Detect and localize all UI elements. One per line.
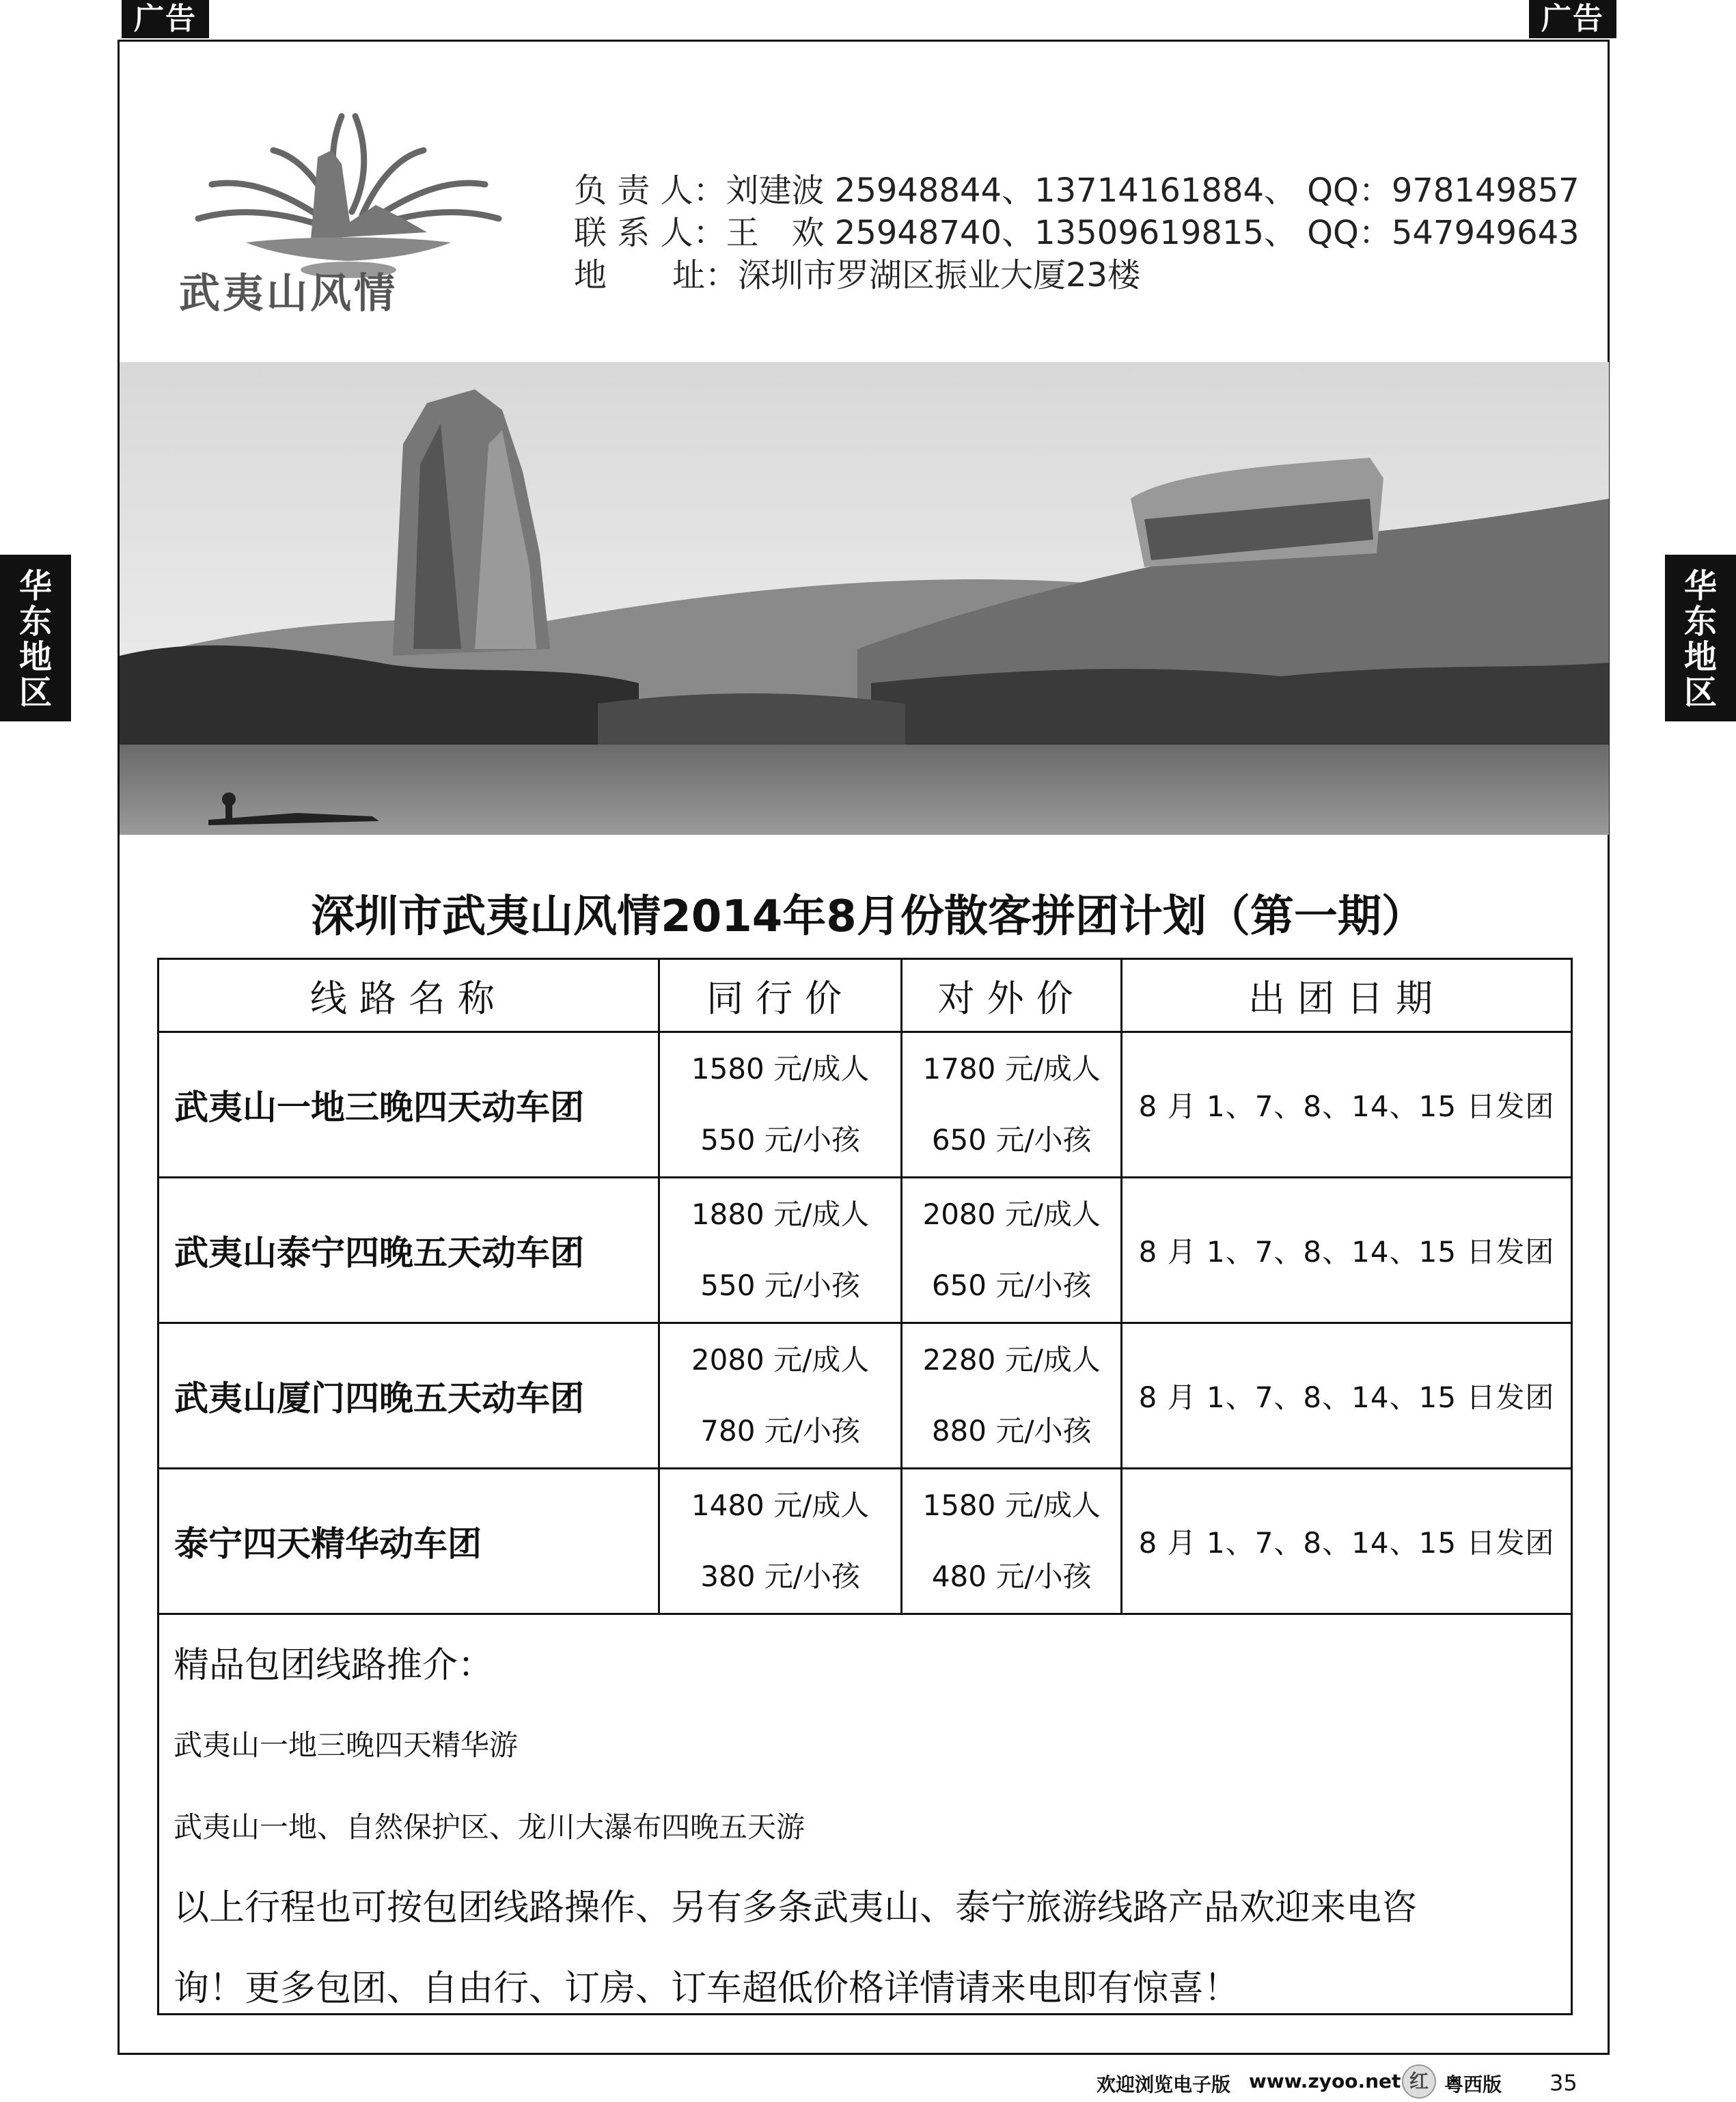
logo-text: 武夷山风情 (179, 270, 398, 318)
side-tab-right (1665, 555, 1736, 721)
ad-tag-left: 广告 (122, 0, 209, 38)
footer-welcome: 欢迎浏览电子版 (1097, 2073, 1231, 2096)
child-price: 650 元/小孩 (931, 1269, 1092, 1302)
plan-headline: 深圳市武夷山风情2014年8月份散客拼团计划（第一期） (311, 891, 1425, 942)
child-price: 550 元/小孩 (700, 1123, 860, 1157)
contact-liaison: 联 系 人：王 欢 25948740、13509619815、 QQ：547949643 (574, 214, 1580, 252)
recommend-item: 武夷山一地三晚四天精华游 (174, 1728, 519, 1762)
tour-price-table (157, 958, 1573, 1615)
side-tab-char: 东 (18, 603, 52, 641)
side-tab-char: 地 (1683, 638, 1717, 676)
departure-dates: 8 月 1、7、8、14、15 日发团 (1121, 1178, 1571, 1323)
recommend-title: 精品包团线路推介： (174, 1645, 494, 1686)
route-name: 武夷山泰宁四晚五天动车团 (159, 1178, 659, 1323)
public-price-cell (902, 1469, 1122, 1614)
public-price-cell (902, 1178, 1122, 1323)
route-name: 武夷山厦门四晚五天动车团 (159, 1323, 659, 1469)
public-price-cell (902, 1032, 1122, 1178)
side-tab-char: 区 (18, 674, 52, 712)
side-tab-left (0, 555, 71, 721)
adult-price: 1580 元/成人 (691, 1052, 870, 1085)
footer-badge-icon: 红 (1402, 2064, 1436, 2099)
departure-dates: 8 月 1、7、8、14、15 日发团 (1121, 1032, 1571, 1178)
side-tab-char: 华 (1683, 567, 1717, 605)
route-name: 泰宁四天精华动车团 (159, 1469, 659, 1614)
recommend-item: 武夷山一地、自然保护区、龙川大瀑布四晚五天游 (174, 1810, 805, 1844)
child-price: 780 元/小孩 (700, 1414, 860, 1448)
wuyishan-landscape-photo (120, 362, 1609, 835)
col-header-public-price: 对外价 (902, 959, 1122, 1032)
side-tab-char: 地 (18, 638, 52, 676)
side-tab-char: 区 (1683, 674, 1717, 712)
peer-price-cell (659, 1323, 902, 1469)
footer-edition: 粤西版 (1444, 2073, 1502, 2096)
route-name: 武夷山一地三晚四天动车团 (159, 1032, 659, 1178)
contact-address: 地 址：深圳市罗湖区振业大厦23楼 (574, 256, 1141, 294)
table-row (159, 1178, 1572, 1323)
child-price: 880 元/小孩 (931, 1414, 1092, 1448)
col-header-route: 线路名称 (159, 959, 659, 1032)
adult-price: 2080 元/成人 (922, 1198, 1101, 1231)
contact-person: 负 责 人：刘建波 25948844、13714161884、 QQ：978149857 (574, 171, 1580, 210)
peer-price-cell (659, 1469, 902, 1614)
recommend-note-line2: 询！更多包团、自由行、订房、订车超低价格详情请来电即有惊喜！ (174, 1968, 1240, 2009)
adult-price: 1580 元/成人 (922, 1489, 1101, 1522)
departure-dates: 8 月 1、7、8、14、15 日发团 (1121, 1323, 1571, 1469)
child-price: 650 元/小孩 (931, 1123, 1092, 1157)
table-header-row (159, 959, 1572, 1032)
child-price: 550 元/小孩 (700, 1269, 860, 1302)
public-price-cell (902, 1323, 1122, 1469)
adult-price: 2080 元/成人 (691, 1343, 870, 1377)
adult-price: 2280 元/成人 (922, 1343, 1101, 1377)
table-row (159, 1469, 1572, 1614)
adult-price: 1780 元/成人 (922, 1052, 1101, 1085)
table-row (159, 1323, 1572, 1469)
recommend-note-line1: 以上行程也可按包团线路操作、另有多条武夷山、泰宁旅游线路产品欢迎来电咨 (174, 1887, 1418, 1928)
child-price: 380 元/小孩 (700, 1560, 860, 1593)
ad-tag-right: 广告 (1529, 0, 1616, 38)
departure-dates: 8 月 1、7、8、14、15 日发团 (1121, 1469, 1571, 1614)
footer-site-link[interactable]: www.zyoo.net (1249, 2070, 1401, 2092)
adult-price: 1880 元/成人 (691, 1198, 870, 1231)
peer-price-cell (659, 1178, 902, 1323)
col-header-peer-price: 同行价 (659, 959, 902, 1032)
peer-price-cell (659, 1032, 902, 1178)
adult-price: 1480 元/成人 (691, 1489, 870, 1522)
page-number: 35 (1549, 2070, 1577, 2096)
side-tab-char: 东 (1683, 603, 1717, 641)
child-price: 480 元/小孩 (931, 1560, 1092, 1593)
table-row (159, 1032, 1572, 1178)
side-tab-char: 华 (18, 567, 52, 605)
col-header-departure-date: 出团日期 (1121, 959, 1571, 1032)
